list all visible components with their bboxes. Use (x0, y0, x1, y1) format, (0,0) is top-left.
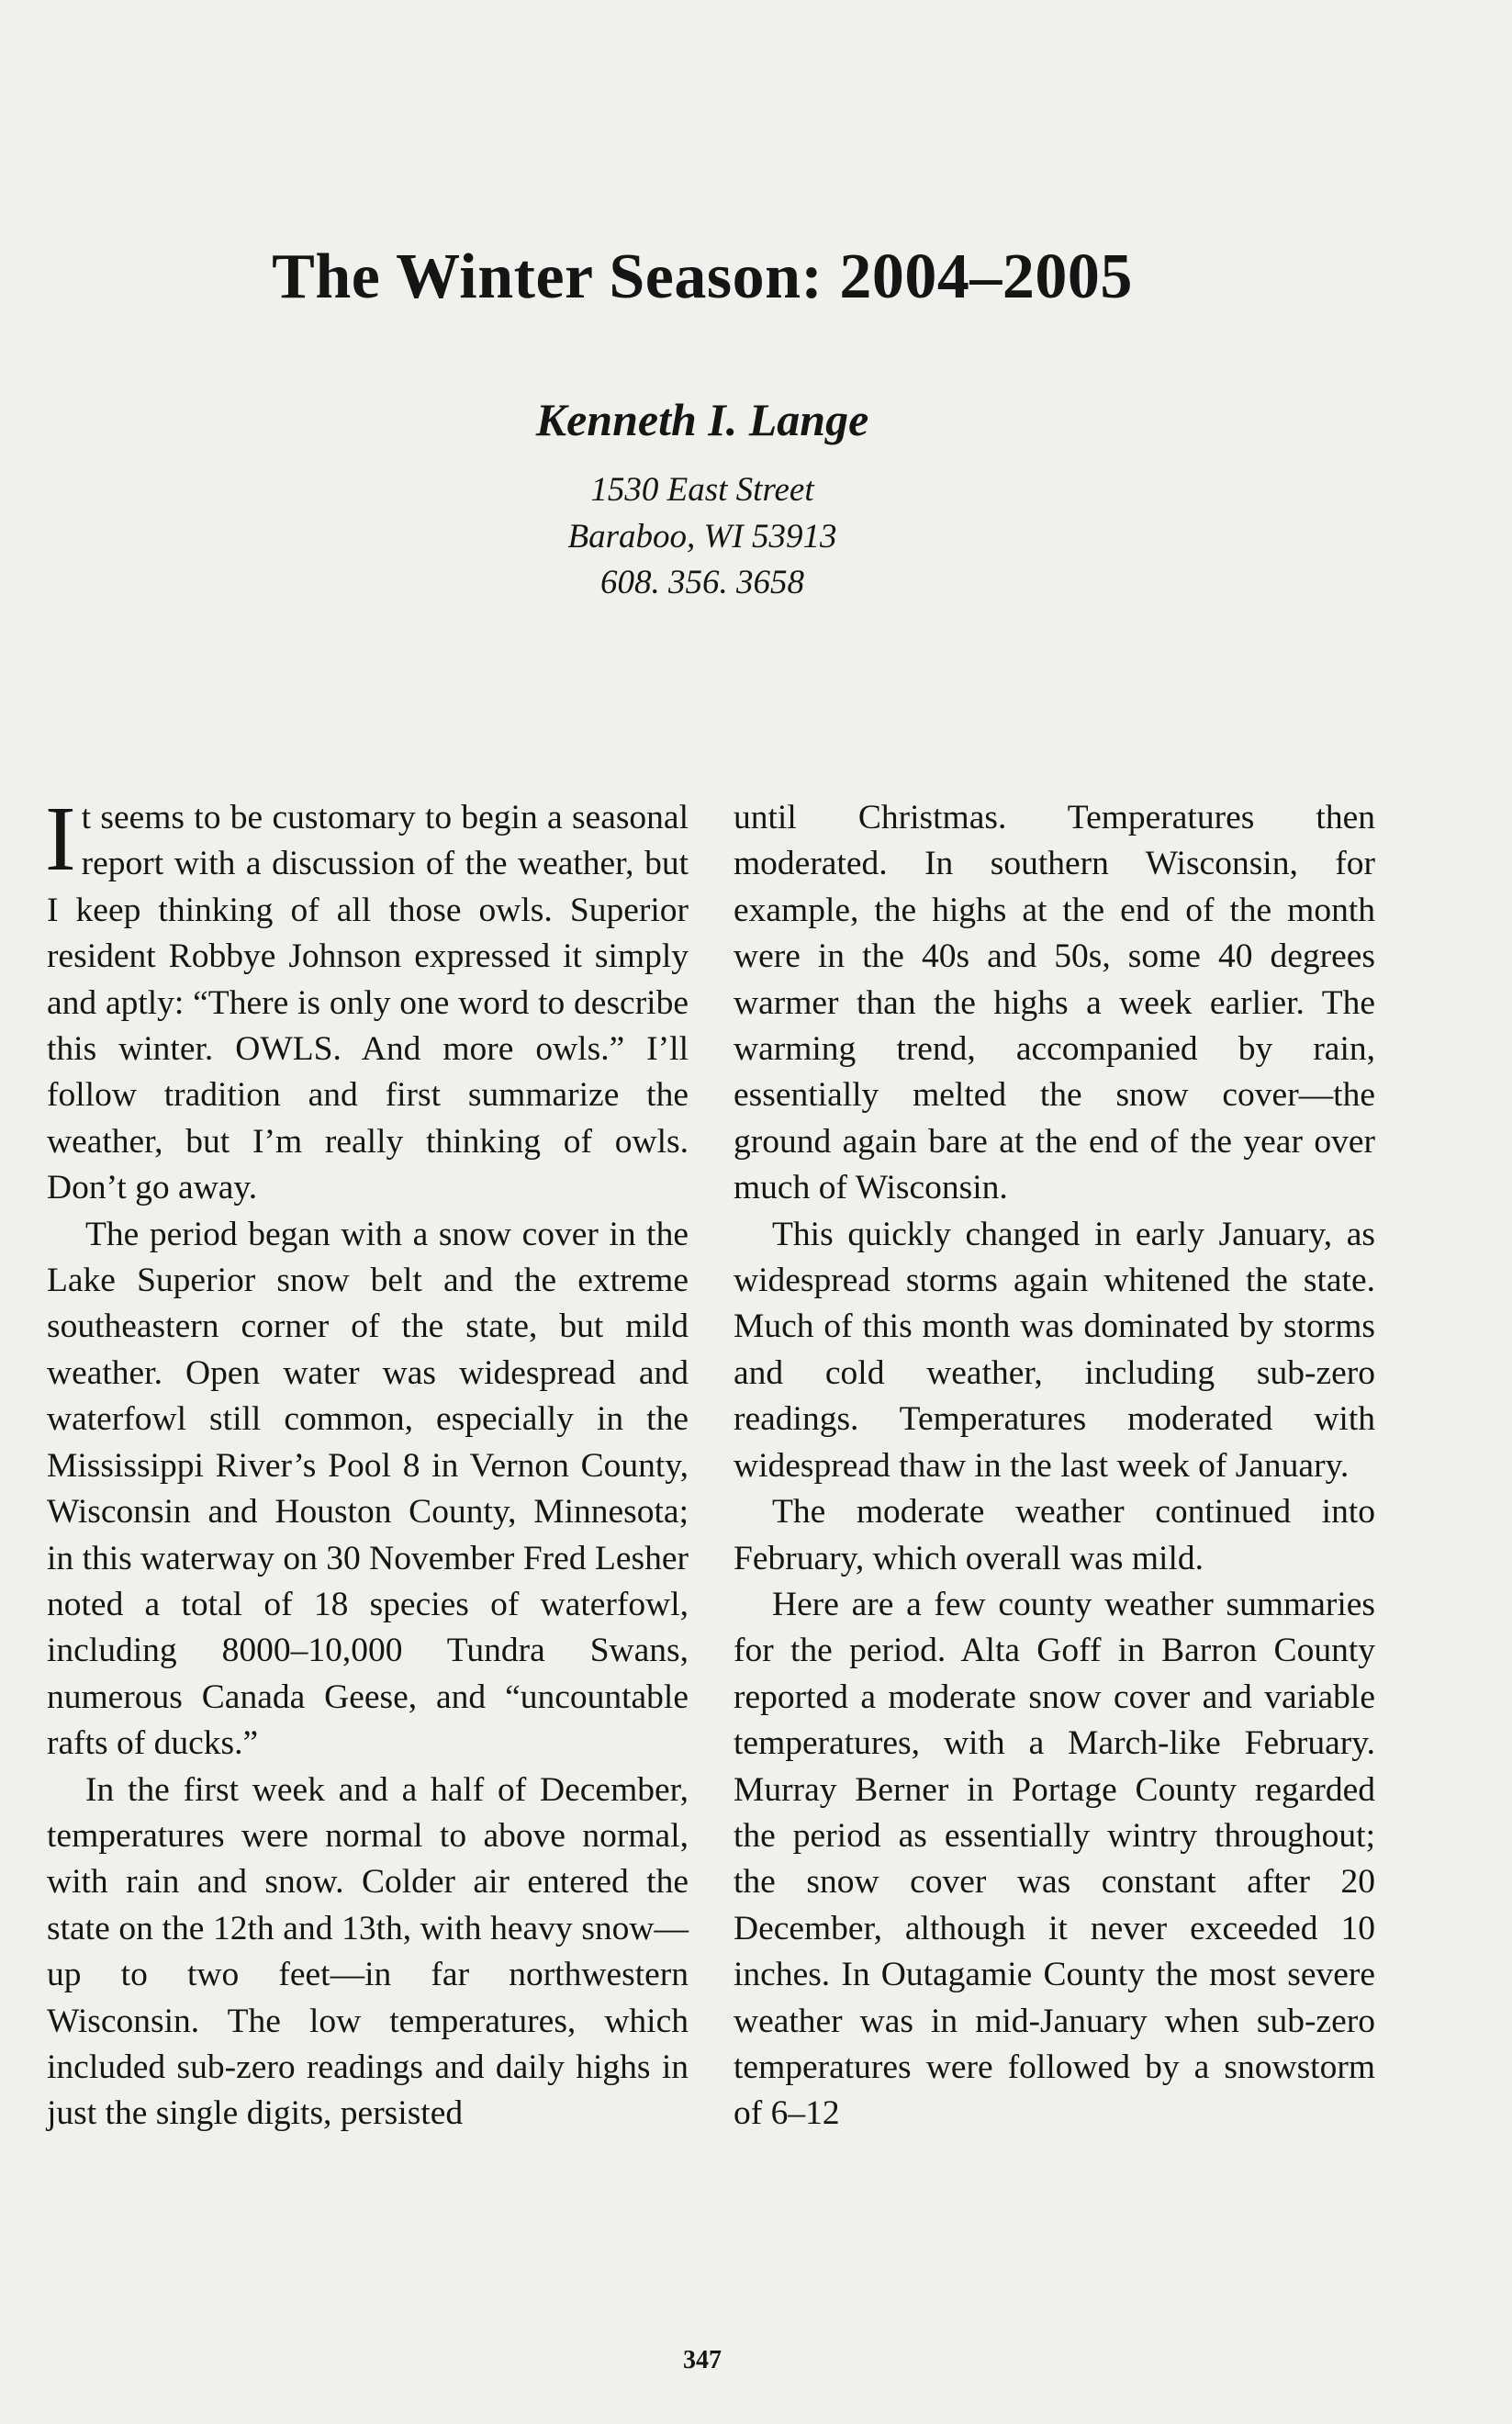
author-city: Baraboo, WI 53913 (567, 518, 837, 556)
paragraph: The period began with a snow cover in the Lake Superior snow belt and the extreme southeastern corner of the state, but mild weather. Open water was widespread and waterfowl still common, especially in the Mississippi River’s Pool 8 in Vernon County, Wisconsin and Houston County, Minnesota; in this waterway on 30 November Fred Lesher noted a total of 18 species of waterfowl, including 8000–10,000 Tundra Swans, numerous Canada Geese, and “uncountable rafts of ducks.” (47, 1215, 689, 1763)
paragraph: The moderate weather continued into February, which overall was mild. (734, 1493, 1375, 1577)
paragraph (45, 787, 689, 1212)
paragraph-text: t seems to be customary to begin a seasonal report with a discussion of the weather, but I keep thinking of all those owls. Superior resident Robbye Johnson expressed it simply and aptly: “There is only one word to describe this winter. OWLS. And more owls.” I’ll follow tradition and first summarize the weather, but I’m really thinking of owls. Don’t go away. (47, 799, 689, 1207)
paragraph: In the first week and a half of December, temperatures were normal to above normal, with rain and snow. Colder air entered the state on the 12th and 13th, with heavy snow—up to two feet—in far northwestern Wisconsin. The low temperatures, which included sub-zero readings and daily highs in just the single digits, persisted (47, 1770, 689, 2133)
author-phone: 608. 356. 3658 (600, 564, 804, 601)
page-number: 347 (683, 2346, 722, 2374)
author-name: Kenneth I. Lange (535, 394, 869, 445)
text-column-right (734, 795, 1375, 2138)
paragraph: This quickly changed in early January, as widespread storms again whitened the state. Much of this month was dominated by storms and cold weather, including sub-zero readings. Temperatures moderated with widespread thaw in the last week of January. (734, 1215, 1375, 1485)
paragraph: until Christmas. Temperatures then moderated. In southern Wisconsin, for example, the highs at the end of the month were in the 40s and 50s, some 40 degrees warmer than the highs a week earlier. The warming trend, accompanied by rain, essentially melted the snow cover—the ground again bare at the end of the year over much of Wisconsin. (734, 799, 1375, 1207)
text-column-left (45, 787, 689, 2138)
paragraph: Here are a few county weather summaries for the period. Alta Goff in Barron County reported a moderate snow cover and variable temperatures, with a March-like February. Murray Berner in Portage County regarded the period as essentially wintry throughout; the snow cover was constant after 20 December, although it never exceeded 10 inches. In Outagamie County the most severe weather was in mid-January when sub-zero temperatures were followed by a snowstorm of 6–12 (734, 1585, 1375, 2133)
drop-cap: I (45, 787, 76, 890)
author-street: 1530 East Street (590, 471, 814, 509)
article-title: The Winter Season: 2004–2005 (272, 241, 1133, 312)
